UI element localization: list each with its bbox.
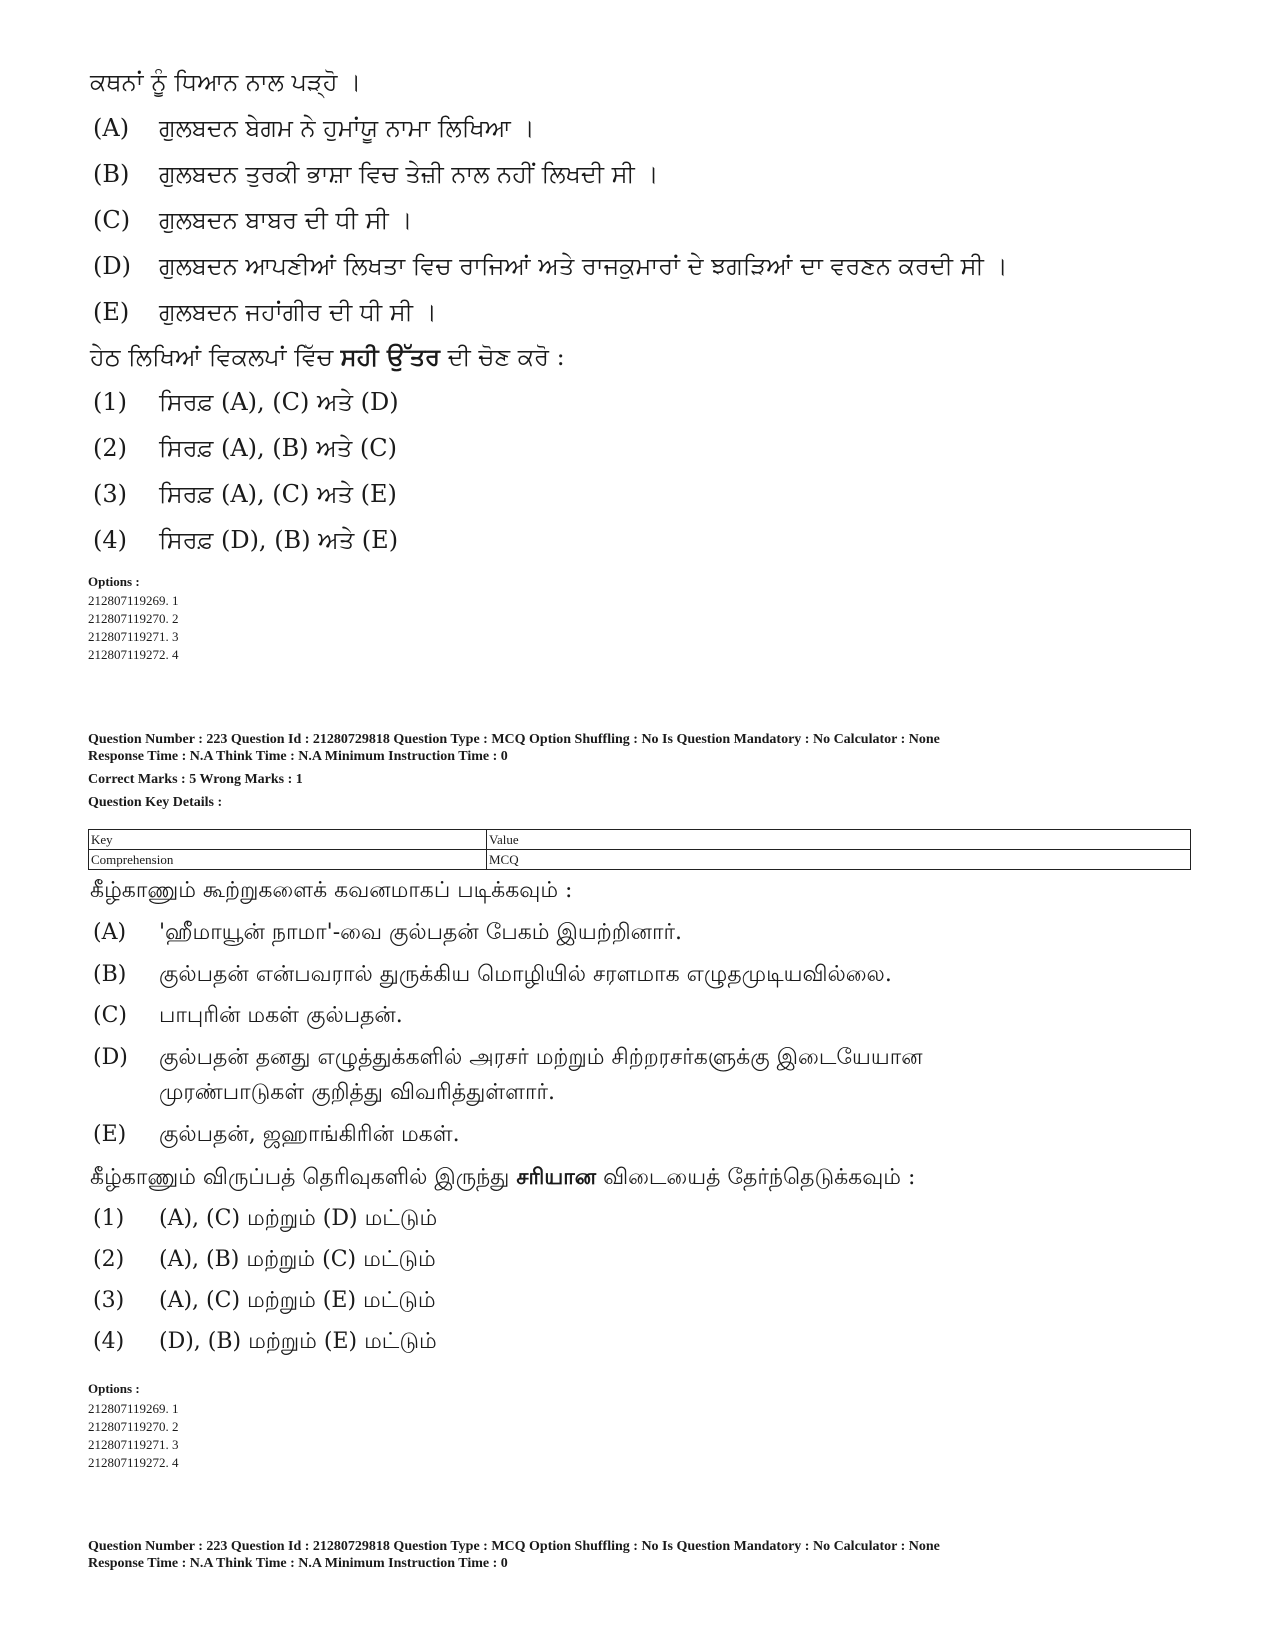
table-cell-key: Comprehension xyxy=(89,850,487,870)
tamil-instruction xyxy=(90,1164,915,1193)
tamil-statement-c xyxy=(93,1003,403,1031)
options-heading: Options : xyxy=(88,574,140,589)
tamil-intro: கீழ்காணும் கூற்றுகளைக் கவனமாகப் படிக்கவும் : xyxy=(90,878,573,903)
option-id: 212807119271. 3 xyxy=(88,1437,179,1452)
statement-text: 'ஹீமாயூன் நாமா'-வை குல்பதன் பேகம் இயற்றினார். xyxy=(159,920,682,945)
statement-text: குல்பதன் என்பவரால் துருக்கிய மொழியில் சரளமாக எழுதமுடியவில்லை. xyxy=(159,962,892,987)
statement-label: (C) xyxy=(93,206,131,234)
table-header-key: Key xyxy=(89,830,487,850)
choice-text: ਸਿਰਫ਼ (D), (B) ਅਤੇ (E) xyxy=(159,526,399,554)
choice-text: (D), (B) மற்றும் (E) மட்டும் xyxy=(159,1329,437,1354)
tamil-statement-d xyxy=(93,1045,923,1073)
question-meta-line: Question Number : 223 Question Id : 21280729818 Question Type : MCQ Option Shuffling : No Is Question Mandatory : No Calculator : None xyxy=(88,1539,940,1554)
tamil-choice-1 xyxy=(93,1206,437,1234)
statement-text: ਗੁਲਬਦਨ ਤੁਰਕੀ ਭਾਸ਼ਾ ਵਿਚ ਤੇਜ਼ੀ ਨਾਲ ਨਹੀਂ ਲਿਖਦੀ ਸੀ । xyxy=(159,160,659,188)
statement-label: (E) xyxy=(93,1122,127,1147)
statement-label: (A) xyxy=(93,114,130,142)
punjabi-statement-c xyxy=(93,206,412,234)
punjabi-statement-e xyxy=(93,298,437,326)
instruction-text: விடையைத் தேர்ந்தெடுக்கவும் : xyxy=(596,1165,916,1190)
instruction-text: ਹੇਠ ਲਿਖਿਆਂ ਵਿਕਲਪਾਂ ਵਿੱਚ xyxy=(90,343,341,371)
statement-label: (D) xyxy=(93,252,131,280)
statement-label: (E) xyxy=(93,298,130,326)
question-meta-line: Question Number : 223 Question Id : 21280729818 Question Type : MCQ Option Shuffling : No Is Question Mandatory : No Calculator : None xyxy=(88,732,940,747)
tamil-choice-2 xyxy=(93,1247,436,1275)
choice-label: (4) xyxy=(93,526,127,554)
statement-text: பாபுரின் மகள் குல்பதன். xyxy=(159,1003,403,1028)
question-key-details: Question Key Details : xyxy=(88,795,223,810)
punjabi-choice-3 xyxy=(93,480,397,508)
punjabi-choice-1 xyxy=(93,388,399,416)
option-id: 212807119269. 1 xyxy=(88,1401,179,1416)
choice-text: ਸਿਰਫ਼ (A), (C) ਅਤੇ (D) xyxy=(159,388,399,416)
statement-text: ਗੁਲਬਦਨ ਆਪਣੀਆਂ ਲਿਖਤਾ ਵਿਚ ਰਾਜਿਆਂ ਅਤੇ ਰਾਜਕੁਮਾਰਾਂ ਦੇ ਝਗੜਿਆਂ ਦਾ ਵਰਣਨ ਕਰਦੀ ਸੀ । xyxy=(159,252,1008,280)
tamil-statement-e xyxy=(93,1122,460,1150)
statement-label: (B) xyxy=(93,962,127,987)
choice-label: (3) xyxy=(93,480,127,508)
option-id: 212807119272. 4 xyxy=(88,1455,179,1470)
punjabi-statement-d xyxy=(93,252,1008,280)
option-id: 212807119270. 2 xyxy=(88,1419,179,1434)
choice-text: (A), (B) மற்றும் (C) மட்டும் xyxy=(159,1247,436,1272)
instruction-text: கீழ்காணும் விருப்பத் தெரிவுகளில் இருந்து xyxy=(90,1165,517,1190)
option-id: 212807119269. 1 xyxy=(88,593,179,608)
punjabi-statement-b xyxy=(93,160,659,188)
choice-label: (2) xyxy=(93,434,127,462)
punjabi-choice-4 xyxy=(93,526,398,554)
statement-label: (D) xyxy=(93,1045,128,1070)
statement-text: ਗੁਲਬਦਨ ਜਹਾਂਗੀਰ ਦੀ ਧੀ ਸੀ । xyxy=(159,298,437,326)
tamil-statement-a xyxy=(93,920,682,948)
choice-label: (1) xyxy=(93,1206,125,1231)
options-heading: Options : xyxy=(88,1381,140,1396)
statement-label: (C) xyxy=(93,1003,127,1028)
choice-label: (4) xyxy=(93,1329,125,1354)
key-value-table xyxy=(88,829,1191,870)
statement-text: ਗੁਲਬਦਨ ਬੇਗਮ ਨੇ ਹੁਮਾਂਯੂ ਨਾਮਾ ਲਿਖਿਆ । xyxy=(159,114,535,142)
choice-text: ਸਿਰਫ਼ (A), (C) ਅਤੇ (E) xyxy=(159,480,397,508)
question-marks: Correct Marks : 5 Wrong Marks : 1 xyxy=(88,772,303,787)
choice-label: (3) xyxy=(93,1288,125,1313)
tamil-choice-3 xyxy=(93,1288,436,1316)
statement-label: (B) xyxy=(93,160,130,188)
statement-text: ਗੁਲਬਦਨ ਬਾਬਰ ਦੀ ਧੀ ਸੀ । xyxy=(159,206,413,234)
option-id: 212807119271. 3 xyxy=(88,629,179,644)
choice-text: (A), (C) மற்றும் (E) மட்டும் xyxy=(159,1288,436,1313)
statement-text: குல்பதன் தனது எழுத்துக்களில் அரசர் மற்றும் சிற்றரசர்களுக்கு இடையேயான xyxy=(159,1045,923,1070)
question-meta-line: Response Time : N.A Think Time : N.A Minimum Instruction Time : 0 xyxy=(88,1556,508,1571)
punjabi-intro: ਕਥਨਾਂ ਨੂੰ ਧਿਆਨ ਨਾਲ ਪੜ੍ਹੋ । xyxy=(90,68,362,96)
statement-label: (A) xyxy=(93,920,127,945)
punjabi-instruction xyxy=(90,342,565,371)
choice-label: (1) xyxy=(93,388,127,416)
instruction-bold: ਸਹੀ ਉੱਤਰ xyxy=(340,342,440,371)
instruction-bold: சரியான xyxy=(516,1164,597,1190)
choice-text: ਸਿਰਫ਼ (A), (B) ਅਤੇ (C) xyxy=(159,434,397,462)
question-meta-line: Response Time : N.A Think Time : N.A Minimum Instruction Time : 0 xyxy=(88,749,508,764)
tamil-statement-d-cont xyxy=(93,1080,555,1108)
tamil-choice-4 xyxy=(93,1329,437,1357)
instruction-text: ਦੀ ਚੋਣ ਕਰੋ : xyxy=(439,343,565,371)
table-cell-value: MCQ xyxy=(487,850,1191,870)
table-header-value: Value xyxy=(487,830,1191,850)
punjabi-statement-a xyxy=(93,114,535,142)
statement-text: முரண்பாடுகள் குறித்து விவரித்துள்ளார். xyxy=(159,1080,555,1105)
option-id: 212807119272. 4 xyxy=(88,647,179,662)
choice-label: (2) xyxy=(93,1247,125,1272)
tamil-statement-b xyxy=(93,962,892,990)
choice-text: (A), (C) மற்றும் (D) மட்டும் xyxy=(159,1206,438,1231)
statement-text: குல்பதன், ஜஹாங்கிரின் மகள். xyxy=(159,1122,460,1147)
table-row xyxy=(89,850,1191,870)
table-header-row xyxy=(89,830,1191,850)
punjabi-choice-2 xyxy=(93,434,397,462)
option-id: 212807119270. 2 xyxy=(88,611,179,626)
